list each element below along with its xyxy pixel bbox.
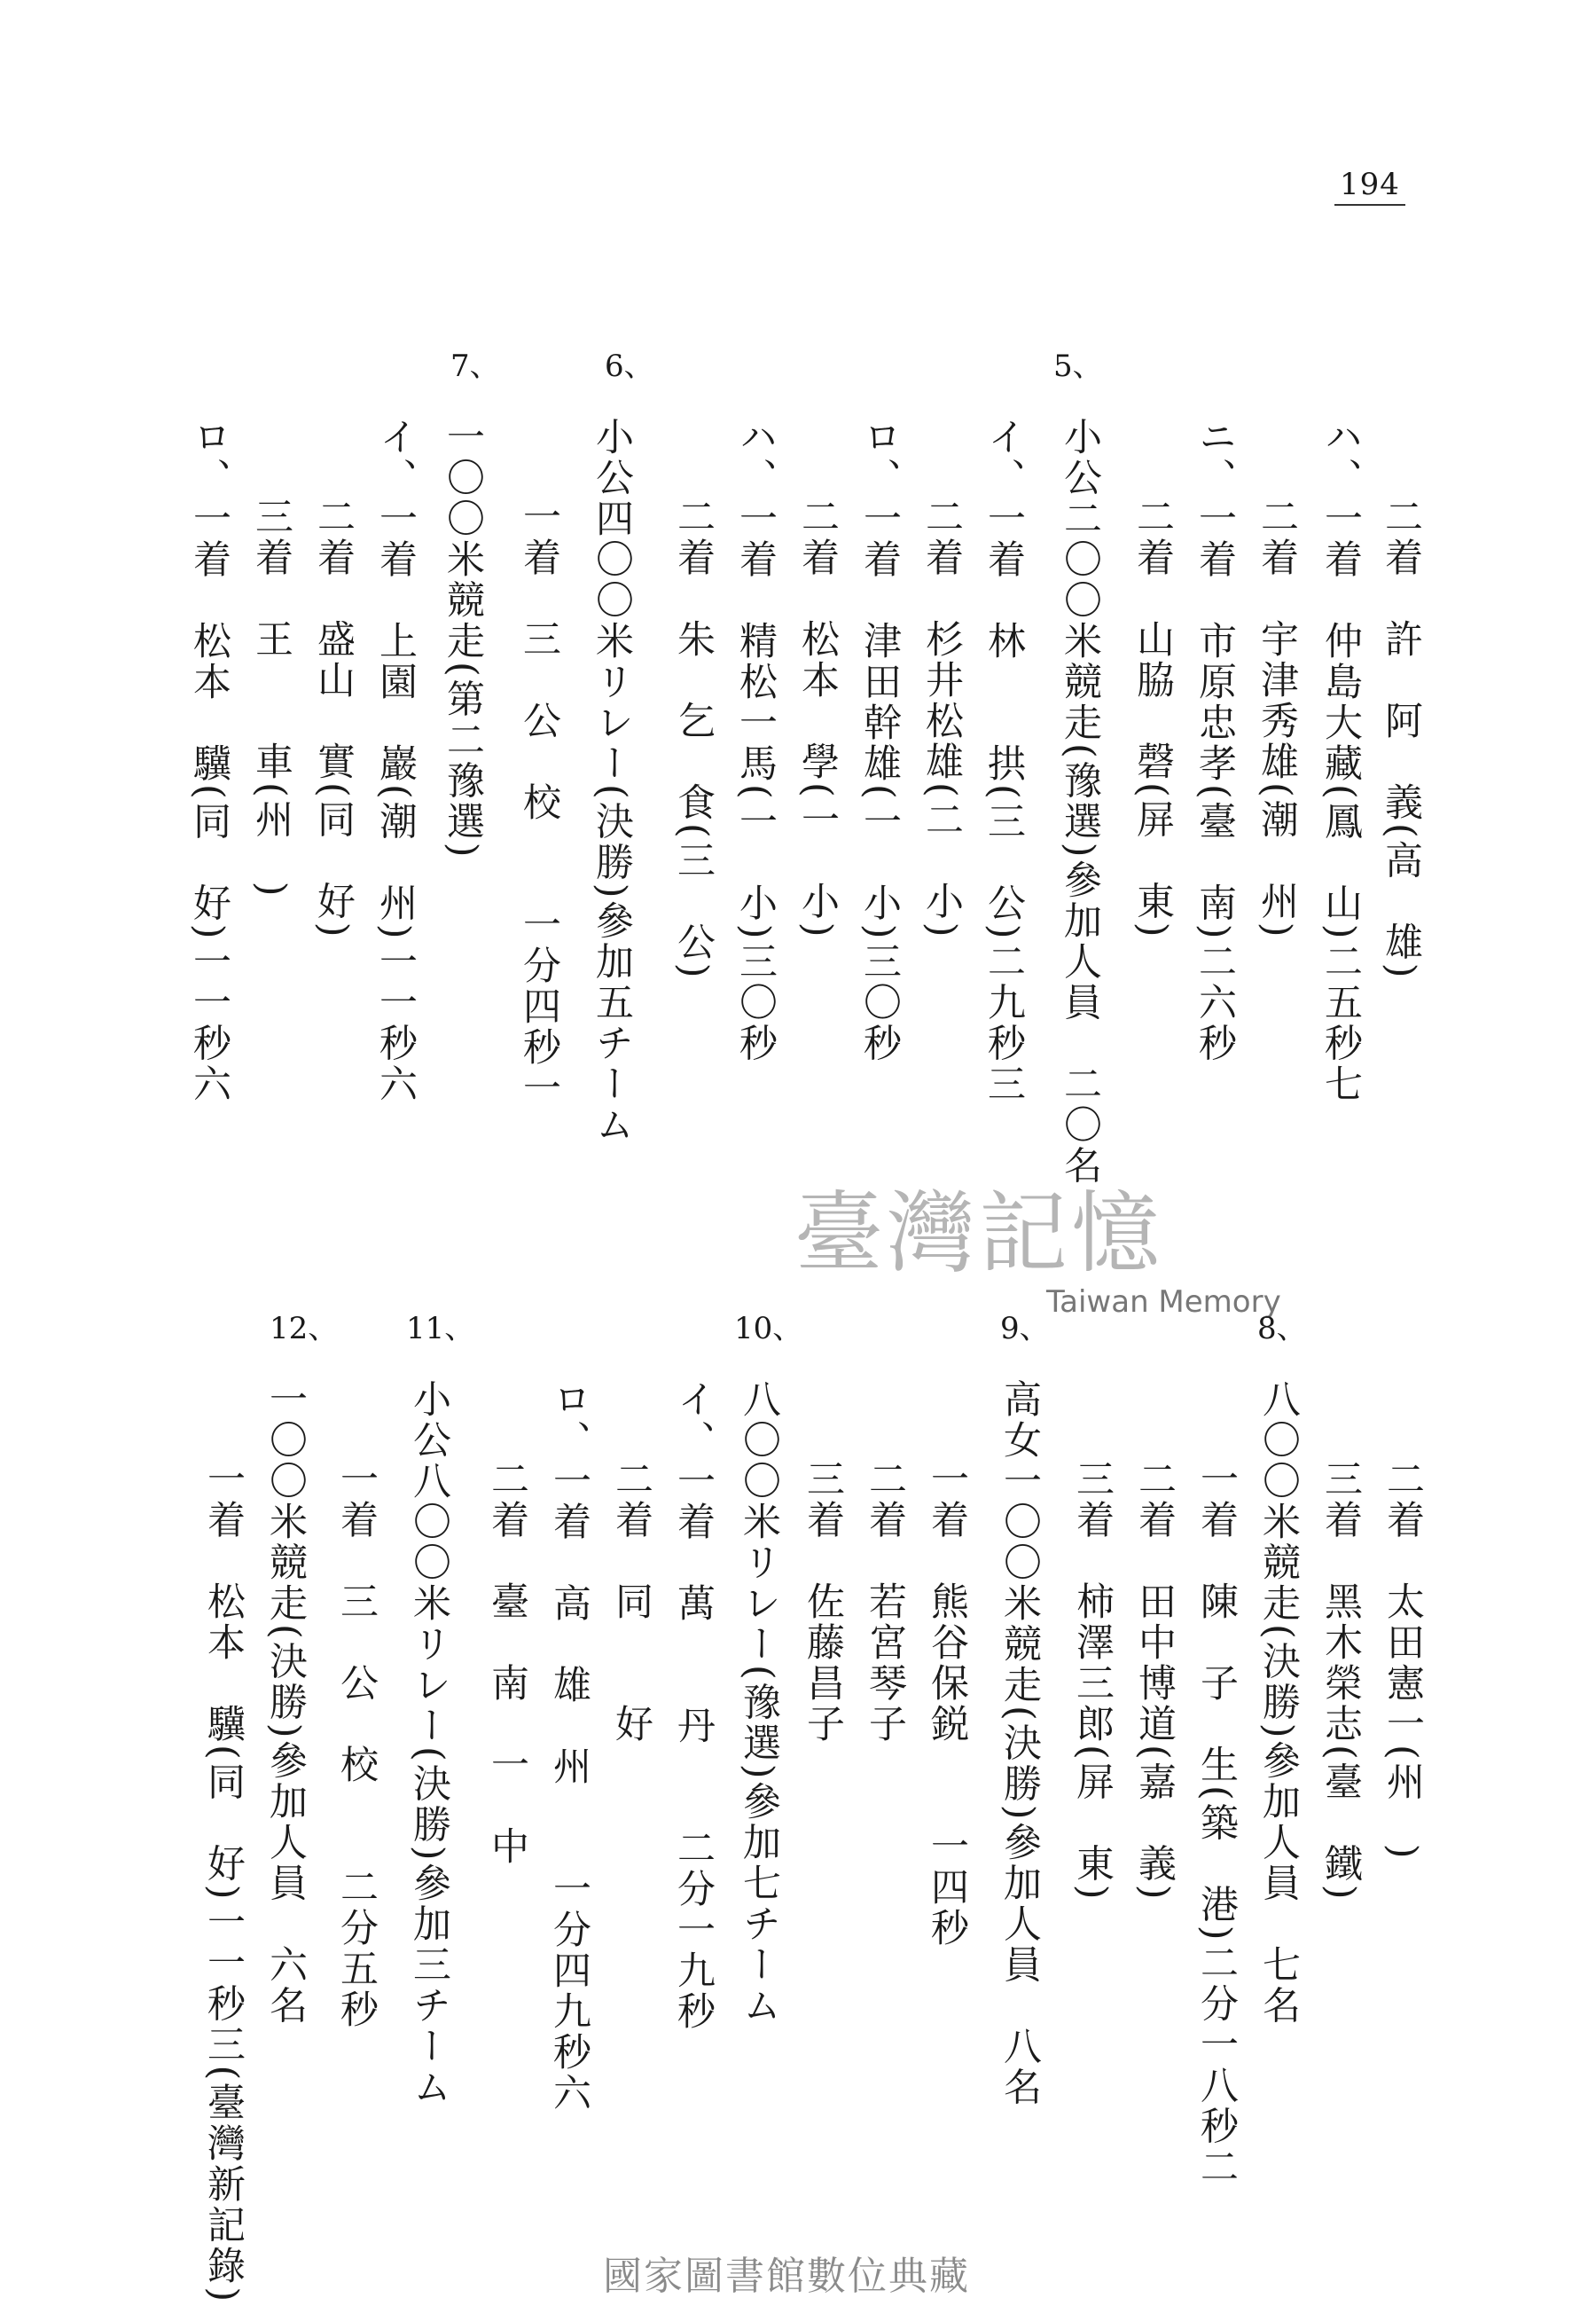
- text-column: イ、一着 林 拱(三 公)二九秒三: [982, 417, 1026, 1105]
- page-number: 194: [1334, 167, 1405, 206]
- text-column: ニ、一着 市原忠孝(臺 南)二六秒: [1193, 417, 1237, 1064]
- section-title: 小公四〇〇米リレー(決勝)參加五チーム: [590, 417, 634, 1146]
- section-number: 11、: [406, 1311, 475, 1346]
- section-title: 八〇〇米競走(決勝)參加人員 七名: [1256, 1379, 1301, 2027]
- text-column: 三着 黑木榮志(臺 鐵): [1318, 1459, 1363, 1902]
- section-title: 一〇〇米競走(第二豫選): [441, 417, 485, 860]
- section-title: 高女一〇〇米競走(決勝)參加人員 八名: [998, 1379, 1042, 2108]
- text-column: 二着 若宮琴子: [863, 1459, 907, 1745]
- section-title: 小公八〇〇米リレー(決勝)參加三チーム: [407, 1379, 451, 2108]
- section-number: 5、: [1053, 349, 1103, 384]
- text-column: 二着 朱 乞 食(三 公): [671, 497, 716, 981]
- text-column: イ、一着 上園 巖(潮 州)一一秒六: [373, 417, 418, 1105]
- text-column: 一着 三 公 校 一分四秒一: [517, 497, 561, 1109]
- text-column: イ、一着 萬 丹 二分一九秒: [671, 1379, 716, 2032]
- section-number: 12、: [270, 1311, 339, 1346]
- footer-credit: 國家圖書館數位典藏: [603, 2254, 970, 2299]
- section-number: 10、: [734, 1311, 803, 1346]
- text-column: 一着 熊谷保鋭 一四秒: [925, 1459, 969, 1949]
- text-column: 二着 太田憲一(州 ): [1381, 1459, 1425, 1862]
- text-column: 一着 松本 驥(同 好)一一秒三(臺灣新記錄): [201, 1459, 246, 2305]
- text-column: ロ、一着 高 雄 州 一分四九秒六: [547, 1379, 591, 2114]
- text-column: 二着 盛山 實(同 好): [311, 497, 356, 940]
- text-column: ロ、一着 津田幹雄(一 小)三〇秒: [857, 417, 902, 1064]
- watermark-title: 臺灣記憶: [794, 1181, 1163, 1285]
- text-column: 二着 田中博道(嘉 義): [1132, 1459, 1177, 1902]
- text-column: 二着 杉井松雄(二 小): [919, 497, 964, 940]
- text-column: 三着 王 車(州 ): [249, 497, 293, 899]
- section-title: 八〇〇米リレー(豫選)參加七チーム: [737, 1379, 781, 2027]
- text-column: 三着 佐藤昌子: [801, 1459, 845, 1745]
- text-column: 二着 許 阿 義(高 雄): [1379, 497, 1423, 981]
- text-column: ハ、一着 精松一馬(一 小)三〇秒: [733, 417, 778, 1064]
- text-column: 二着 宇津秀雄(潮 州): [1255, 497, 1299, 940]
- text-column: 二着 臺 南 一 中: [485, 1459, 529, 1867]
- text-column: 二着 山脇 磬(屏 東): [1130, 497, 1175, 940]
- section-number: 9、: [1000, 1311, 1050, 1346]
- section-title: 小公二〇〇米競走(豫選)參加人員 二〇名: [1058, 417, 1102, 1187]
- text-column: 一着 三 公 校 二分五秒: [334, 1459, 379, 2030]
- text-column: 二着 松本 學(一 小): [795, 497, 840, 940]
- section-number: 8、: [1257, 1311, 1307, 1346]
- text-column: ハ、一着 仲島大藏(鳳 山)二五秒七: [1318, 417, 1363, 1105]
- text-column: ロ、一着 松本 驥(同 好)一一秒六: [187, 417, 231, 1105]
- text-column: 一着 陳 子 生(築 港)二分一八秒二: [1194, 1459, 1239, 2188]
- text-column: 二着 同 好: [609, 1459, 653, 1745]
- section-title: 一〇〇米競走(決勝)參加人員 六名: [263, 1379, 308, 2027]
- text-column: 三着 柿澤三郎(屏 東): [1070, 1459, 1115, 1902]
- section-number: 6、: [605, 349, 654, 384]
- watermark-subtitle: Taiwan Memory: [1046, 1284, 1281, 1320]
- section-number: 7、: [450, 349, 500, 384]
